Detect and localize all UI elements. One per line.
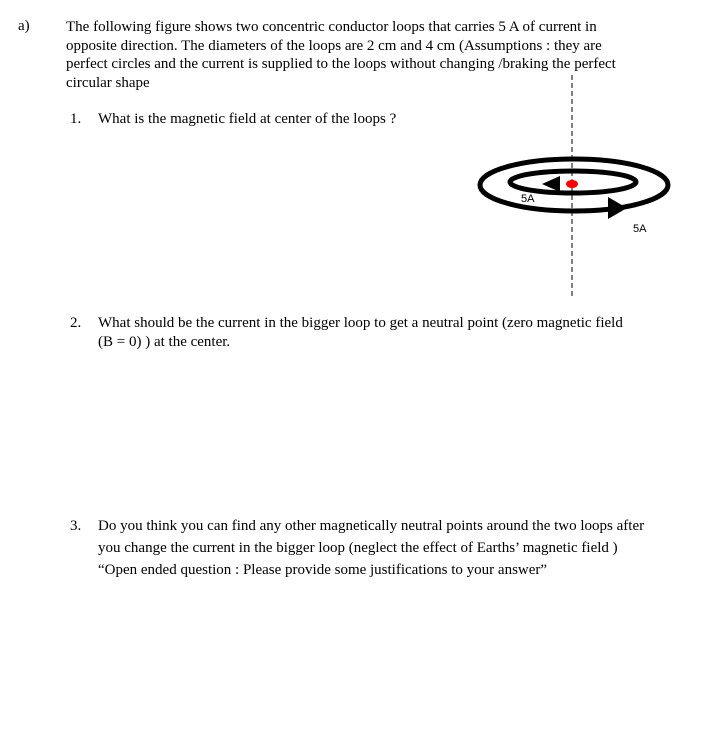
outer-current-label: 5A [633,223,647,235]
question-text: Do you think you can find any other magnetically neutral points around the two loops after you change the current in the bigger loop (neglect the effect of Earths’ magnetic field ) “Open ended question : Please provide some justifications to your answer” [98,518,645,578]
outer-current-arrow [608,197,627,219]
center-point-dot [566,180,578,188]
question-number: 2. [70,315,82,331]
question-3 [70,515,650,577]
part-label: a) [18,18,30,34]
question-number: 3. [70,518,82,534]
question-text: What should be the current in the bigger loop to get a neutral point (zero magnetic field (B = 0) ) at the center. [98,315,623,350]
question-text: What is the magnetic field at center of the loops ? [98,111,397,127]
problem-intro: The following figure shows two concentric conductor loops that carries 5 A of current in opposite direction. The diameters of the loops are 2 cm and 4 cm (Assumptions : they are perfect circles and the current is supplied to the loops without changing /braking the perfect circular shape [66,19,616,91]
question-2 [70,314,630,354]
concentric-loops-figure [470,75,680,300]
question-number: 1. [70,111,82,127]
inner-current-label: 5A [521,193,535,205]
